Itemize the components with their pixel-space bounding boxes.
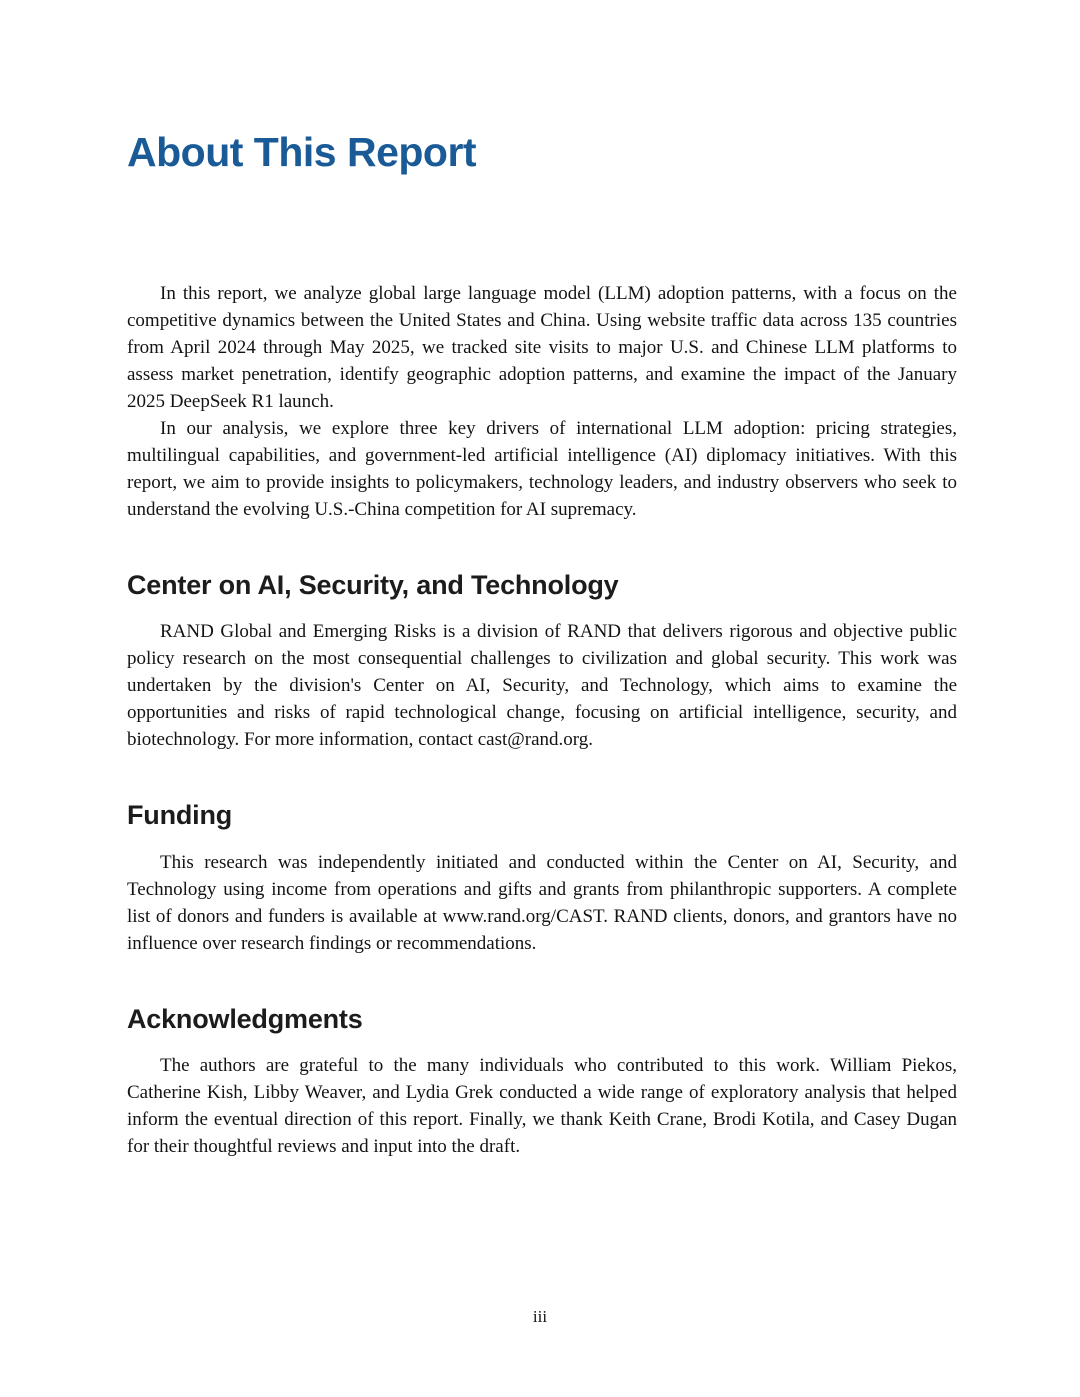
section-heading-acknowledgments: Acknowledgments bbox=[127, 1003, 363, 1034]
page-title: About This Report bbox=[127, 129, 477, 175]
page-content bbox=[127, 130, 957, 1160]
funding-paragraph: This research was independently initiated and conducted within the Center on AI, Security, and Technology using income from operations and gifts and grants from philanthropic supporters. A complete list of donors and funders is available at www.rand.org/CAST. RAND clients, donors, and grantors have no influence over research findings or recommendations. bbox=[127, 851, 957, 954]
intro-paragraph-2: In our analysis, we explore three key drivers of international LLM adoption: pricing strategies, multilingual capabilities, and government-led artificial intelligence (AI) diplomacy initiatives. With this report, we aim to provide insights to policymakers, technology leaders, and industry observers who seek to understand the evolving U.S.-China competition for AI supremacy. bbox=[127, 417, 957, 520]
section-heading-funding: Funding bbox=[127, 800, 233, 831]
page-number: iii bbox=[532, 1307, 548, 1326]
section-heading-center-on-ai-security-and-technology: Center on AI, Security, and Technology bbox=[127, 569, 619, 600]
intro-paragraph-1: In this report, we analyze global large language model (LLM) adoption patterns, with a focus on the competitive dynamics between the United States and China. Using website traffic data across 135 countries from April 2024 through May 2025, we tracked site visits to major U.S. and Chinese LLM platforms to assess market penetration, identify geographic adoption patterns, and examine the impact of the January 2025 DeepSeek R1 launch. bbox=[127, 282, 957, 412]
center-on-ai-paragraph: RAND Global and Emerging Risks is a division of RAND that delivers rigorous and objective public policy research on the most consequential challenges to civilization and global security. This work was undertaken by the division's Center on AI, Security, and Technology, which aims to examine the opportunities and risks of rapid technological change, focusing on artificial intelligence, security, and biotechnology. For more information, contact cast@rand.org. bbox=[127, 621, 957, 751]
acknowledgments-paragraph: The authors are grateful to the many individuals who contributed to this work. William Piekos, Catherine Kish, Libby Weaver, and Lydia Grek conducted a wide range of exploratory analysis that helped inform the eventual direction of this report. Finally, we thank Keith Crane, Brodi Kotila, and Casey Dugan for their thoughtful reviews and input into the draft. bbox=[127, 1055, 957, 1158]
